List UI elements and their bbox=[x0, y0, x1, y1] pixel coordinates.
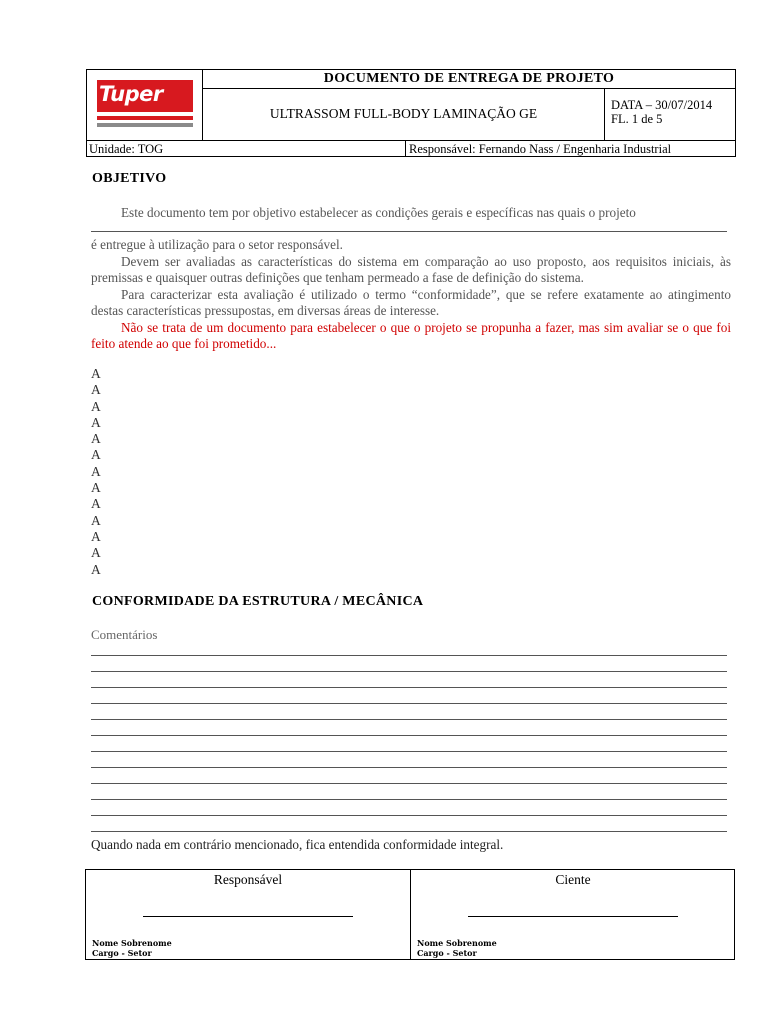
list-item: A bbox=[91, 545, 101, 561]
objective-paragraph-1-line-1 bbox=[91, 205, 731, 222]
document-header bbox=[86, 69, 736, 157]
placeholder-list bbox=[91, 366, 101, 578]
objective-text-3: Para caracterizar esta avaliação é utilizado o termo “conformidade”, que se refere exatamente ao atingimento destas características pressupostas, em diversas áreas de interesse. bbox=[91, 286, 731, 318]
list-item: A bbox=[91, 496, 101, 512]
comment-line[interactable] bbox=[91, 783, 727, 784]
objective-heading: OBJETIVO bbox=[92, 171, 167, 186]
objective-text-4-highlight: Não se trata de um documento para estabelecer o que o projeto se propunha a fazer, mas sim avaliar se o que foi feito atende ao que foi prometido... bbox=[91, 319, 731, 351]
signature-title: Ciente bbox=[555, 872, 591, 887]
comment-line[interactable] bbox=[91, 751, 727, 752]
list-item: A bbox=[91, 382, 101, 398]
signature-acknowledged bbox=[410, 870, 735, 959]
header-info-row bbox=[87, 140, 735, 157]
list-item: A bbox=[91, 480, 101, 496]
comment-line[interactable] bbox=[91, 671, 727, 672]
list-item: A bbox=[91, 463, 101, 479]
list-item: A bbox=[91, 561, 101, 577]
objective-text-2: Devem ser avaliadas as características do sistema em comparação ao uso proposto, aos requisitos iniciais, às premissas e quaisquer outras definições que tenham permeado a fase de definição do sistema. bbox=[91, 253, 731, 285]
comment-line[interactable] bbox=[91, 687, 727, 688]
list-item: A bbox=[91, 431, 101, 447]
objective-body bbox=[91, 237, 731, 353]
responsible-label: Responsável: Fernando Nass / Engenharia Industrial bbox=[405, 141, 671, 157]
objective-text-1a: Este documento tem por objetivo estabelecer as condições gerais e específicas nas quais o projeto bbox=[121, 205, 636, 220]
logo-red-stripe bbox=[97, 116, 193, 120]
list-item: A bbox=[91, 414, 101, 430]
structure-heading: CONFORMIDADE DA ESTRUTURA / MECÂNICA bbox=[92, 594, 424, 609]
signer-name: Nome Sobrenome bbox=[417, 938, 497, 948]
signature-table bbox=[85, 869, 735, 960]
signer-role: Cargo - Setor bbox=[417, 948, 477, 958]
signer-name: Nome Sobrenome bbox=[92, 938, 172, 948]
signature-line[interactable] bbox=[468, 916, 678, 917]
signature-title: Responsável bbox=[213, 872, 283, 887]
signature-line[interactable] bbox=[143, 916, 353, 917]
conformity-statement: Quando nada em contrário mencionado, fica entendida conformidade integral. bbox=[91, 837, 504, 852]
document-title: DOCUMENTO DE ENTREGA DE PROJETO bbox=[203, 70, 735, 89]
sheet-number: FL. 1 de 5 bbox=[611, 112, 663, 126]
list-item: A bbox=[91, 528, 101, 544]
comment-line[interactable] bbox=[91, 799, 727, 800]
signature-responsible bbox=[86, 870, 410, 959]
logo-wordmark: Tuper bbox=[99, 82, 163, 106]
comment-line[interactable] bbox=[91, 703, 727, 704]
project-subject: ULTRASSOM FULL-BODY LAMINAÇÃO GE bbox=[203, 88, 605, 140]
logo-gray-stripe bbox=[97, 123, 193, 127]
comment-line[interactable] bbox=[91, 815, 727, 816]
list-item: A bbox=[91, 366, 101, 381]
comment-line[interactable] bbox=[91, 831, 727, 832]
unit-label: Unidade: TOG bbox=[89, 142, 164, 156]
input-line bbox=[91, 231, 727, 232]
comment-line[interactable] bbox=[91, 655, 727, 656]
date-sheet-cell bbox=[607, 88, 735, 140]
company-logo bbox=[87, 70, 203, 140]
comment-line[interactable] bbox=[91, 719, 727, 720]
signer-role: Cargo - Setor bbox=[92, 948, 152, 958]
comments-label: Comentários bbox=[91, 627, 158, 642]
comment-line[interactable] bbox=[91, 735, 727, 736]
list-item: A bbox=[91, 447, 101, 463]
list-item: A bbox=[91, 512, 101, 528]
comment-line[interactable] bbox=[91, 767, 727, 768]
objective-text-1b: é entregue à utilização para o setor responsável. bbox=[91, 237, 343, 252]
list-item: A bbox=[91, 398, 101, 414]
document-date: DATA – 30/07/2014 bbox=[611, 98, 713, 112]
